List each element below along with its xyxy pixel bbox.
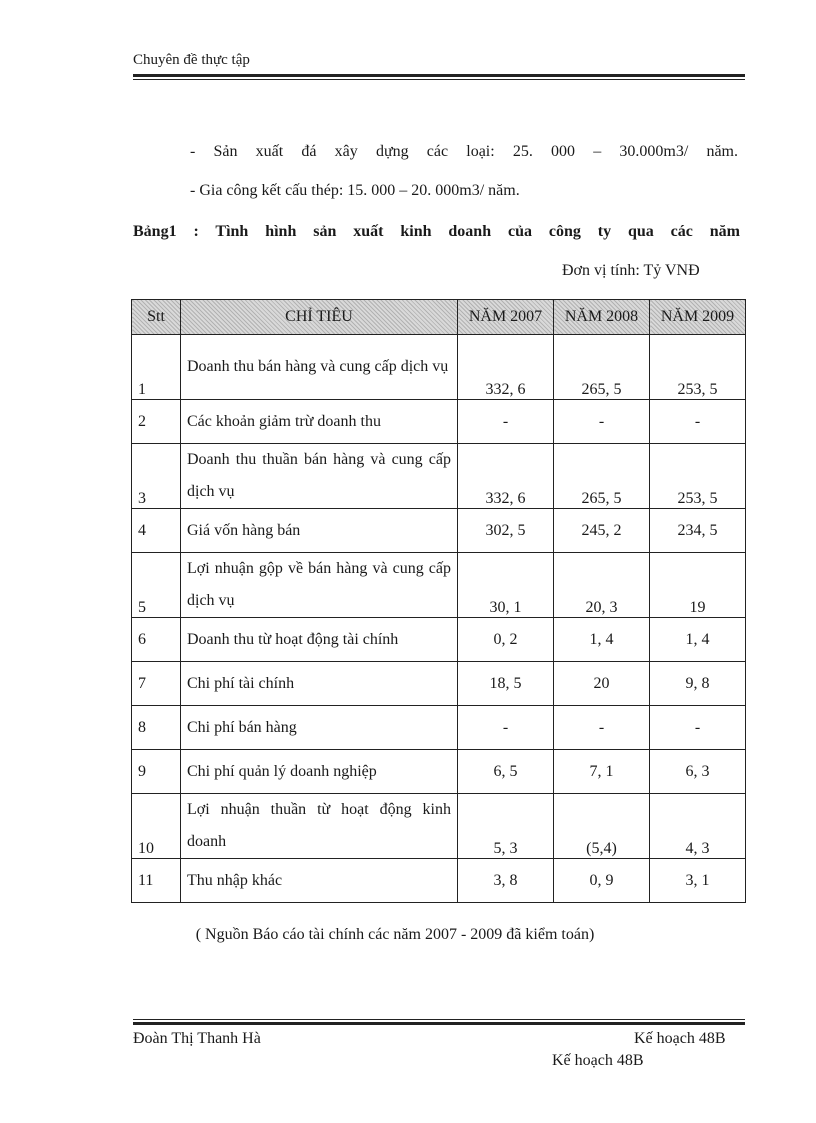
row-stt: 11 [132,859,181,903]
row-value-2009: 4, 3 [650,794,746,859]
header-rule-thick [133,74,745,77]
header-year-2008: NĂM 2008 [554,300,650,335]
row-stt: 3 [132,444,181,509]
row-value-2008: 20 [554,662,650,706]
row-stt: 4 [132,509,181,553]
footer-rule-thin [133,1019,745,1020]
table-row [132,859,746,903]
row-value-2008: 265, 5 [554,444,650,509]
table-row [132,706,746,750]
row-value-2008: 7, 1 [554,750,650,794]
body-line-steel-fabrication: - Gia công kết cấu thép: 15. 000 – 20. 000m3/ năm. [190,182,520,199]
table-row [132,794,746,859]
row-value-2007: 0, 2 [458,618,554,662]
table-row [132,509,746,553]
row-value-2009: 1, 4 [650,618,746,662]
row-value-2009: 234, 5 [650,509,746,553]
row-label: Doanh thu thuần bán hàng và cung cấp dịch vụ [181,444,458,509]
row-value-2008: 1, 4 [554,618,650,662]
row-label: Giá vốn hàng bán [181,509,458,553]
header-indicator: CHỈ TIÊU [181,300,458,335]
row-value-2007: 332, 6 [458,444,554,509]
row-value-2009: 253, 5 [650,444,746,509]
table-row [132,400,746,444]
table-header-row [132,300,746,335]
table-row [132,662,746,706]
row-value-2008: (5,4) [554,794,650,859]
row-value-2009: 3, 1 [650,859,746,903]
header-stt: Stt [132,300,181,335]
page-header-title: Chuyên đề thực tập [133,52,250,68]
table-row [132,553,746,618]
row-label: Thu nhập khác [181,859,458,903]
row-value-2008: 245, 2 [554,509,650,553]
footer-class-label-repeat: Kế hoạch 48B [552,1052,644,1069]
business-results-table [131,299,746,903]
row-value-2008: 265, 5 [554,335,650,400]
row-stt: 6 [132,618,181,662]
table-row [132,618,746,662]
row-value-2007: 5, 3 [458,794,554,859]
header-rule-thin [133,79,745,80]
row-value-2007: - [458,400,554,444]
table-row [132,335,746,400]
row-value-2008: - [554,706,650,750]
row-label: Các khoản giảm trừ doanh thu [181,400,458,444]
row-value-2009: 6, 3 [650,750,746,794]
row-stt: 8 [132,706,181,750]
row-value-2008: 0, 9 [554,859,650,903]
row-label: Lợi nhuận gộp về bán hàng và cung cấp dịch vụ [181,553,458,618]
row-value-2009: 19 [650,553,746,618]
header-year-2009: NĂM 2009 [650,300,746,335]
table-row [132,750,746,794]
row-label: Lợi nhuận thuần từ hoạt động kinh doanh [181,794,458,859]
footer-class-label: Kế hoạch 48B [634,1030,726,1047]
row-value-2007: 18, 5 [458,662,554,706]
row-value-2007: - [458,706,554,750]
row-value-2007: 6, 5 [458,750,554,794]
footer-rule-thick [133,1022,745,1025]
row-stt: 2 [132,400,181,444]
row-value-2007: 30, 1 [458,553,554,618]
row-value-2009: 253, 5 [650,335,746,400]
footer-author: Đoàn Thị Thanh Hà [133,1030,261,1047]
row-label: Chi phí bán hàng [181,706,458,750]
row-stt: 10 [132,794,181,859]
row-stt: 9 [132,750,181,794]
row-label: Chi phí tài chính [181,662,458,706]
row-value-2009: 9, 8 [650,662,746,706]
header-year-2007: NĂM 2007 [458,300,554,335]
row-value-2007: 3, 8 [458,859,554,903]
row-value-2007: 332, 6 [458,335,554,400]
row-value-2008: 20, 3 [554,553,650,618]
table-caption: Bảng1 : Tình hình sản xuất kinh doanh của công ty qua các năm [133,223,740,240]
row-value-2009: - [650,706,746,750]
row-label: Chi phí quản lý doanh nghiệp [181,750,458,794]
row-stt: 7 [132,662,181,706]
row-label: Doanh thu bán hàng và cung cấp dịch vụ [181,335,458,400]
table-row [132,444,746,509]
row-value-2008: - [554,400,650,444]
row-stt: 1 [132,335,181,400]
row-label: Doanh thu từ hoạt động tài chính [181,618,458,662]
row-value-2007: 302, 5 [458,509,554,553]
row-value-2009: - [650,400,746,444]
table-unit-note: Đơn vị tính: Tỷ VNĐ [562,262,700,279]
row-stt: 5 [132,553,181,618]
table-source-note: ( Nguồn Báo cáo tài chính các năm 2007 - 2009 đã kiểm toán) [195,926,595,943]
body-line-stone-production: - Sản xuất đá xây dựng các loại: 25. 000 – 30.000m3/ năm. [190,143,738,160]
